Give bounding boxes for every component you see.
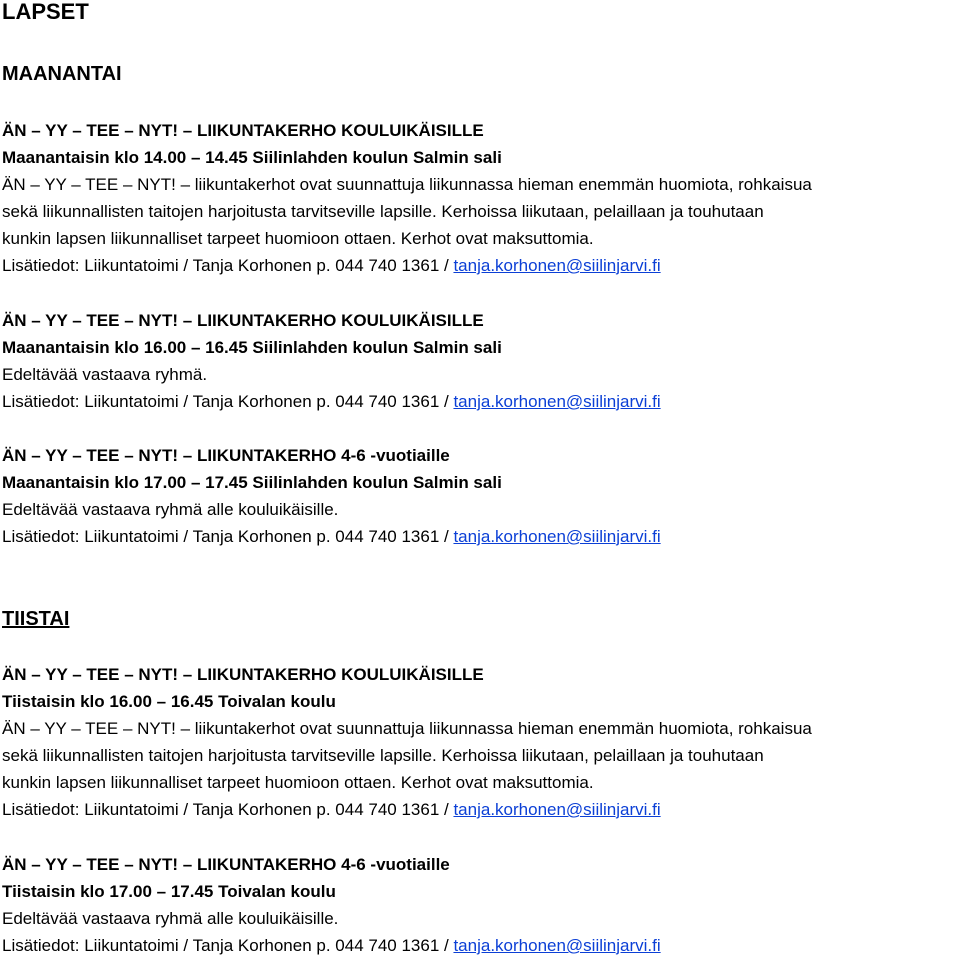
- entry-contact: [2, 254, 960, 278]
- contact-text: Lisätiedot: Liikuntatoimi / Tanja Korhonen p. 044 740 1361 /: [2, 527, 454, 546]
- entry-description-line: kunkin lapsen liikunnalliset tarpeet huomioon ottaen. Kerhot ovat maksuttomia.: [2, 773, 594, 792]
- entry-description-line: sekä liikunnallisten taitojen harjoitusta tarvitseville lapsille. Kerhoissa liikutaan, pelaillaan ja touhutaan: [2, 746, 764, 765]
- entry-description-line: Edeltävää vastaava ryhmä alle kouluikäisille.: [2, 500, 339, 519]
- entry-contact: [2, 934, 960, 958]
- entry-title: ÄN – YY – TEE – NYT! – LIIKUNTAKERHO KOULUIKÄISILLE: [2, 121, 484, 140]
- day-heading-monday: MAANANTAI: [2, 63, 122, 85]
- entry-time-place: Maanantaisin klo 16.00 – 16.45 Siilinlahden koulun Salmin sali: [2, 338, 502, 357]
- entry-description-line: sekä liikunnallisten taitojen harjoitusta tarvitseville lapsille. Kerhoissa liikutaan, pelaillaan ja touhutaan: [2, 202, 764, 221]
- entry-description-line: ÄN – YY – TEE – NYT! – liikuntakerhot ovat suunnattuja liikunnassa hieman enemmän huomiota, rohkaisua: [2, 719, 812, 738]
- contact-text: Lisätiedot: Liikuntatoimi / Tanja Korhonen p. 044 740 1361 /: [2, 936, 454, 955]
- contact-text: Lisätiedot: Liikuntatoimi / Tanja Korhonen p. 044 740 1361 /: [2, 800, 454, 819]
- email-link[interactable]: tanja.korhonen@siilinjarvi.fi: [453, 800, 661, 819]
- contact-text: Lisätiedot: Liikuntatoimi / Tanja Korhonen p. 044 740 1361 /: [2, 392, 454, 411]
- email-link[interactable]: tanja.korhonen@siilinjarvi.fi: [453, 527, 661, 546]
- entry-contact: [2, 390, 960, 414]
- entry-time-place: Maanantaisin klo 17.00 – 17.45 Siilinlahden koulun Salmin sali: [2, 473, 502, 492]
- entry-time-place: Tiistaisin klo 17.00 – 17.45 Toivalan koulu: [2, 882, 336, 901]
- email-link[interactable]: tanja.korhonen@siilinjarvi.fi: [453, 936, 661, 955]
- email-link[interactable]: tanja.korhonen@siilinjarvi.fi: [453, 392, 661, 411]
- entry-time-place: Tiistaisin klo 16.00 – 16.45 Toivalan koulu: [2, 692, 336, 711]
- entry-contact: [2, 525, 960, 549]
- entry-description-line: kunkin lapsen liikunnalliset tarpeet huomioon ottaen. Kerhot ovat maksuttomia.: [2, 229, 594, 248]
- entry-time-place: Maanantaisin klo 14.00 – 14.45 Siilinlahden koulun Salmin sali: [2, 148, 502, 167]
- entry-contact: [2, 798, 960, 822]
- entry-description-line: Edeltävää vastaava ryhmä.: [2, 365, 208, 384]
- email-link[interactable]: tanja.korhonen@siilinjarvi.fi: [453, 256, 661, 275]
- contact-text: Lisätiedot: Liikuntatoimi / Tanja Korhonen p. 044 740 1361 /: [2, 256, 454, 275]
- entry-description-line: ÄN – YY – TEE – NYT! – liikuntakerhot ovat suunnattuja liikunnassa hieman enemmän huomiota, rohkaisua: [2, 175, 812, 194]
- entry-title: ÄN – YY – TEE – NYT! – LIIKUNTAKERHO 4-6 -vuotiaille: [2, 855, 450, 874]
- page-title: LAPSET: [2, 0, 89, 24]
- day-heading-tuesday: TIISTAI: [2, 608, 70, 630]
- entry-description-line: Edeltävää vastaava ryhmä alle kouluikäisille.: [2, 909, 339, 928]
- entry-title: ÄN – YY – TEE – NYT! – LIIKUNTAKERHO 4-6 -vuotiaille: [2, 446, 450, 465]
- entry-title: ÄN – YY – TEE – NYT! – LIIKUNTAKERHO KOULUIKÄISILLE: [2, 665, 484, 684]
- entry-title: ÄN – YY – TEE – NYT! – LIIKUNTAKERHO KOULUIKÄISILLE: [2, 311, 484, 330]
